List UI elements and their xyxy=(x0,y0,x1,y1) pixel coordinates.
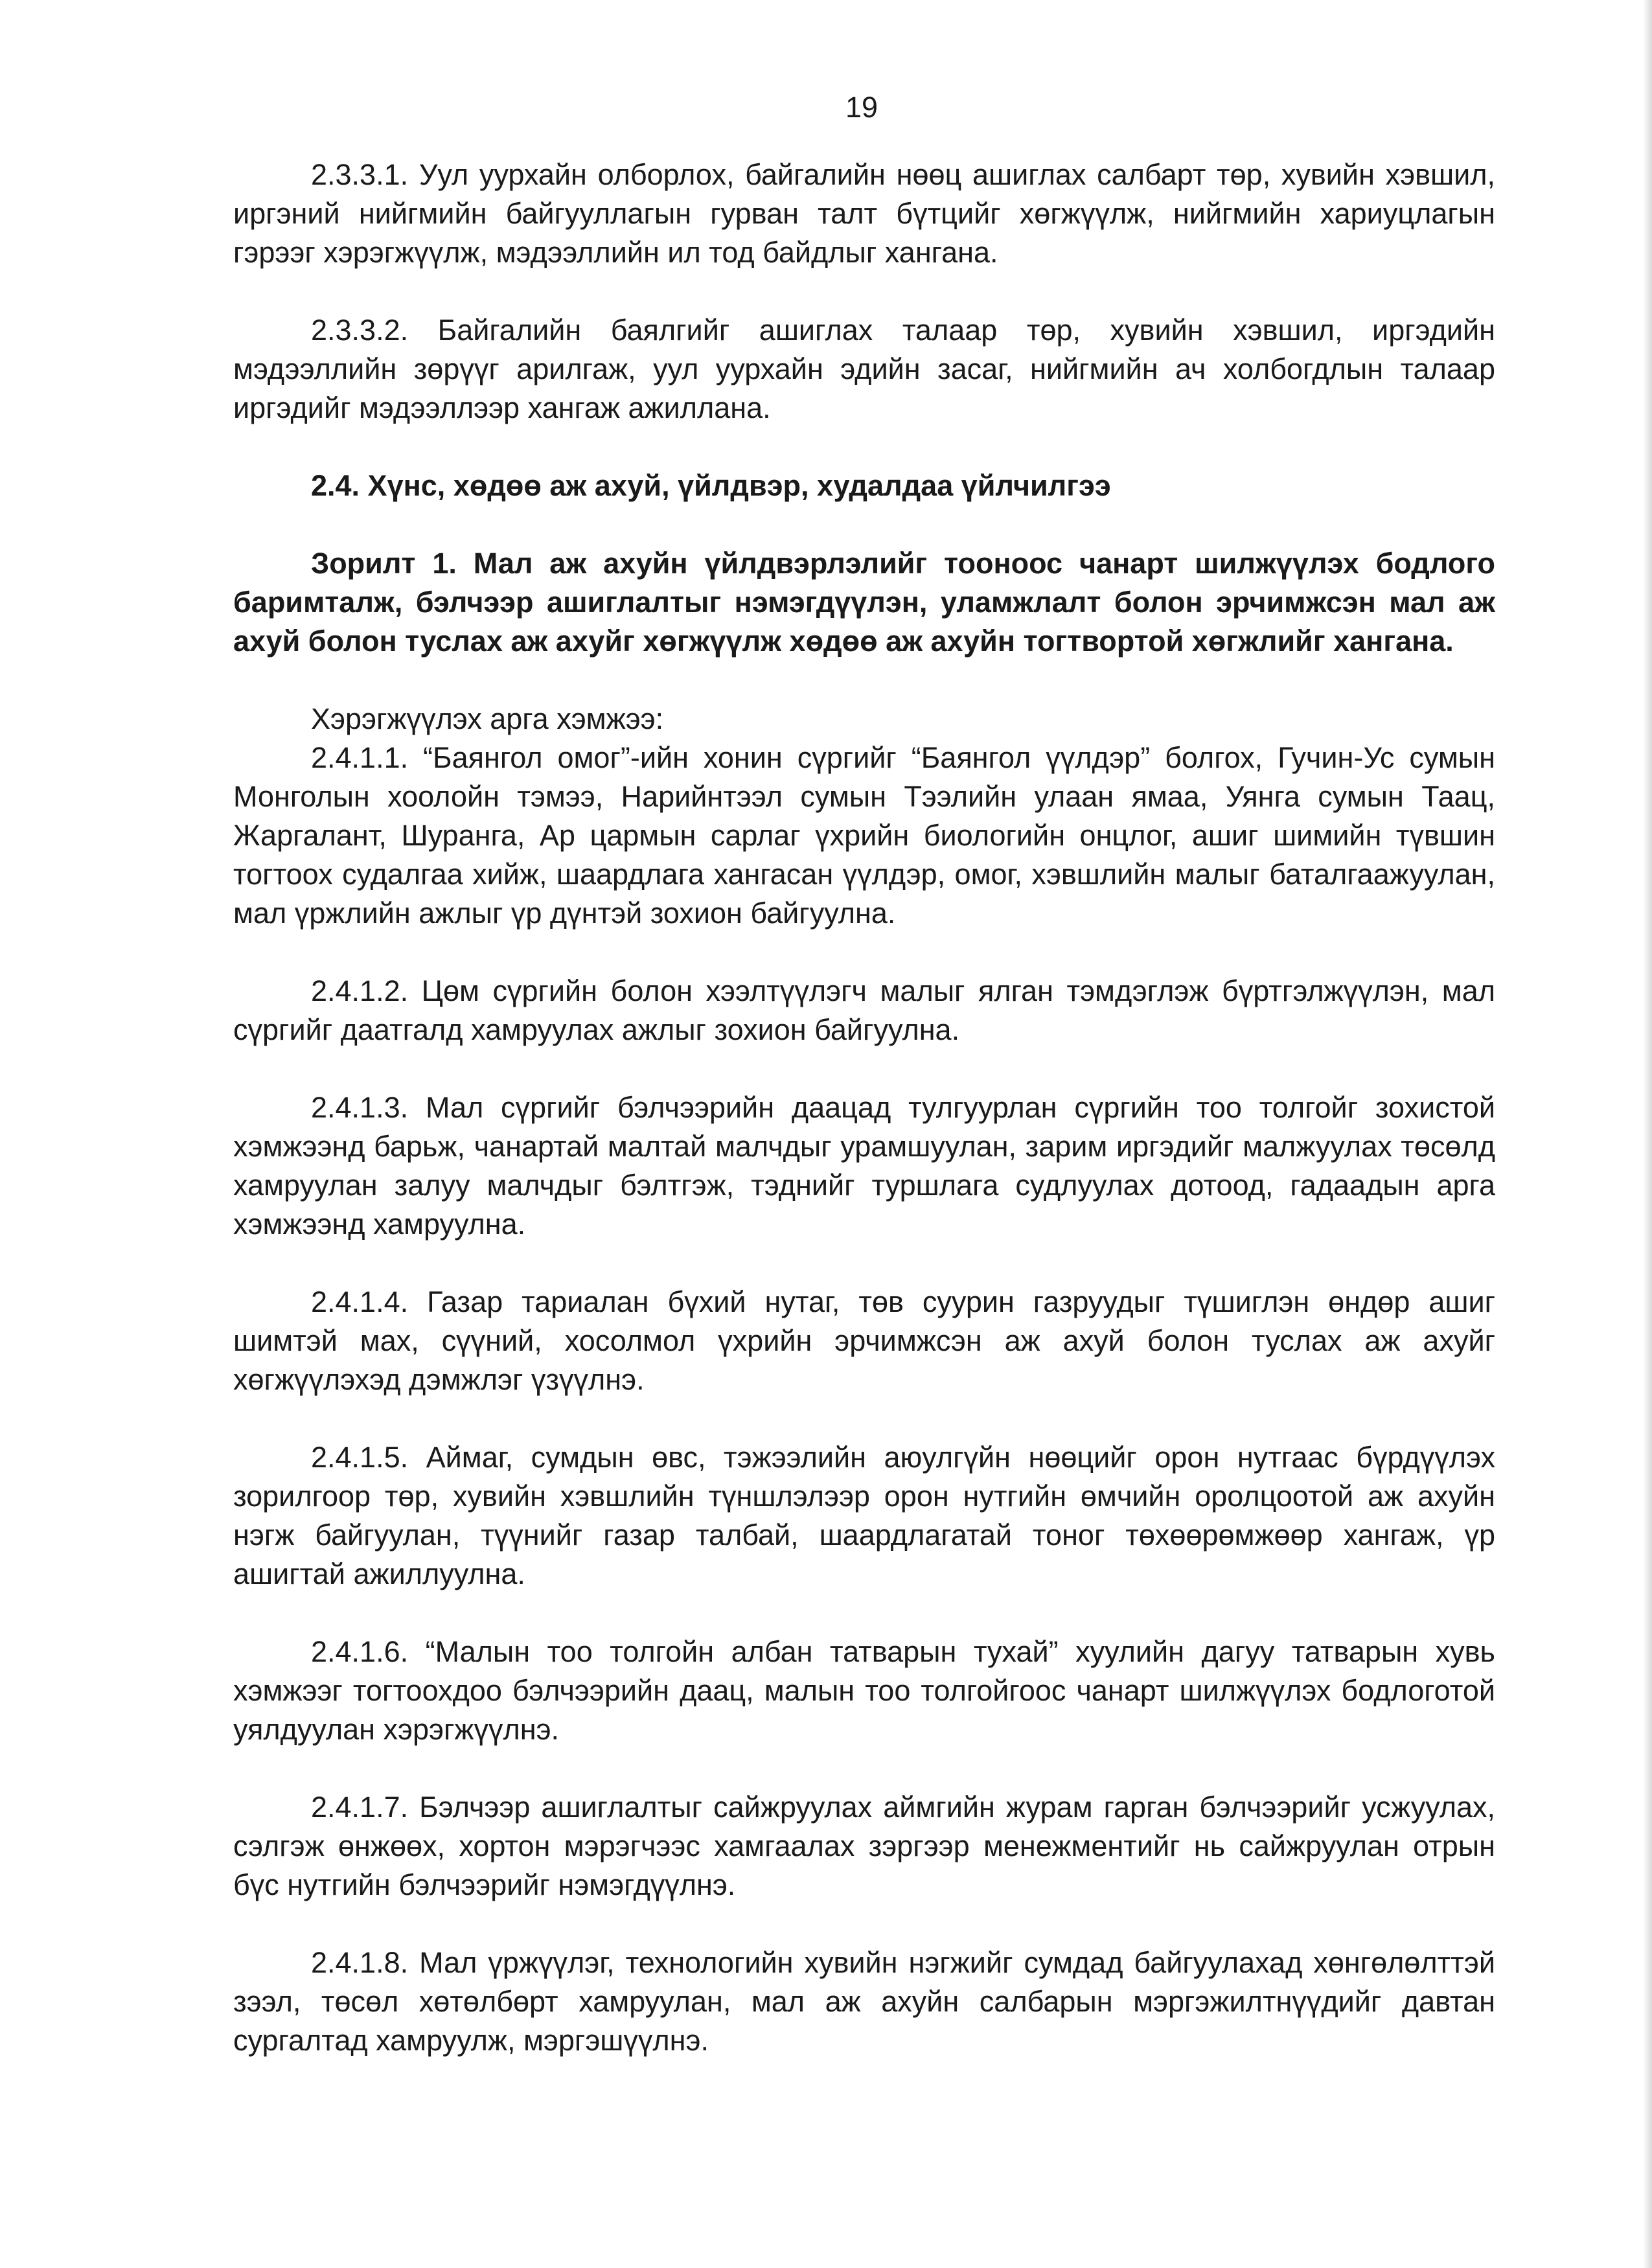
goal-statement: Зорилт 1. Мал аж ахуйн үйлдвэрлэлийг тооноос чанарт шилжүүлэх бодлого баримталж, бэлчээр ашиглалтыг нэмэгдүүлэн, уламжлалт болон эрчимжсэн мал аж ахуй болон туслах аж ахуйг хөгжүүлж хөдөө аж ахуйн тогтвортой хөгжлийг хангана. xyxy=(233,547,1495,658)
document-body xyxy=(233,155,1495,2099)
measure-2-4-1-1: 2.4.1.1. “Баянгол омог”-ийн хонин сүргийг “Баянгол үүлдэр” болгох, Гучин-Ус сумын Монголын хоолойн тэмээ, Нарийнтээл сумын Тээлийн улаан ямаа, Уянга сумын Таац, Жаргалант, Шуранга, Ар цармын сарлаг үхрийн биологийн онцлог, ашиг шимийн түвшин тогтоох судалгаа хийж, шаардлага хангасан үүлдэр, омог, хэвшлийн малыг баталгаажуулан, мал үржлийн ажлыг үр дүнтэй зохион байгуулна. xyxy=(233,741,1495,930)
paragraph-2-3-3-2: 2.3.3.2. Байгалийн баялгийг ашиглах талаар төр, хувийн хэвшил, иргэдийн мэдээллийн зөрүүг арилгаж, уул уурхайн эдийн засаг, нийгмийн ач холбогдлын талаар иргэдийг мэдээллээр хангаж ажиллана. xyxy=(233,314,1495,424)
measure-2-4-1-7: 2.4.1.7. Бэлчээр ашиглалтыг сайжруулах аймгийн журам гарган бэлчээрийг усжуулах, сэлгэж өнжөөх, хортон мэрэгчээс хамгаалах зэргээр менежментийг нь сайжруулан отрын бүс нутгийн бэлчээрийг нэмэгдүүлнэ. xyxy=(233,1791,1495,1901)
measure-2-4-1-3: 2.4.1.3. Мал сүргийг бэлчээрийн даацад тулгуурлан сүргийн тоо толгойг зохистой хэмжээнд барьж, чанартай малтай малчдыг урамшуулан, зарим иргэдийг малжуулах төсөлд хамруулан залуу малчдыг бэлтгэж, тэднийг туршлага судлуулах дотоод, гадаадын арга хэмжээнд хамруулна. xyxy=(233,1091,1495,1241)
measure-2-4-1-8: 2.4.1.8. Мал үржүүлэг, технологийн хувийн нэгжийг сумдад байгуулахад хөнгөлөлттэй зээл, төсөл хөтөлбөрт хамруулан, мал аж ахуйн салбарын мэргэжилтнүүдийг давтан сургалтад хамруулж, мэргэшүүлнэ. xyxy=(233,1946,1495,2057)
scan-edge-shadow xyxy=(1643,0,1652,2268)
measure-2-4-1-4: 2.4.1.4. Газар тариалан бүхий нутаг, төв суурин газруудыг түшиглэн өндөр ашиг шимтэй мах, сүүний, хосолмол үхрийн эрчимжсэн аж ахуй болон туслах аж ахуйг хөгжүүлэхэд дэмжлэг үзүүлнэ. xyxy=(233,1285,1495,1396)
measures-label: Хэрэгжүүлэх арга хэмжээ: xyxy=(311,702,664,735)
measure-2-4-1-2: 2.4.1.2. Цөм сүргийн болон хээлтүүлэгч малыг ялган тэмдэглэж бүртгэлжүүлэн, мал сүргийг даатгалд хамруулах ажлыг зохион байгуулна. xyxy=(233,974,1495,1046)
paragraph-2-3-3-1: 2.3.3.1. Уул уурхайн олборлох, байгалийн нөөц ашиглах салбарт төр, хувийн хэвшил, иргэний нийгмийн байгууллагын гурван талт бүтцийг хөгжүүлж, нийгмийн хариуцлагын гэрээг хэрэгжүүлж, мэдээллийн ил тод байдлыг хангана. xyxy=(233,158,1495,269)
measure-2-4-1-5: 2.4.1.5. Аймаг, сумдын өвс, тэжээлийн аюулгүйн нөөцийг орон нутгаас бүрдүүлэх зорилгоор төр, хувийн хэвшлийн түншлэлээр орон нутгийн өмчийн оролцоотой аж ахуйн нэгж байгуулан, түүнийг газар талбай, шаардлагатай тоног төхөөрөмжөөр хангаж, үр ашигтай ажиллуулна. xyxy=(233,1441,1495,1590)
measure-2-4-1-6: 2.4.1.6. “Малын тоо толгойн албан татварын тухай” хуулийн дагуу татварын хувь хэмжээг тогтоохдоо бэлчээрийн даац, малын тоо толгойгоос чанарт шилжүүлэх бодлоготой уялдуулан хэрэгжүүлнэ. xyxy=(233,1635,1495,1746)
page-number: 19 xyxy=(845,91,878,124)
section-heading: 2.4. Хүнс, хөдөө аж ахуй, үйлдвэр, худалдаа үйлчилгээ xyxy=(311,469,1111,502)
